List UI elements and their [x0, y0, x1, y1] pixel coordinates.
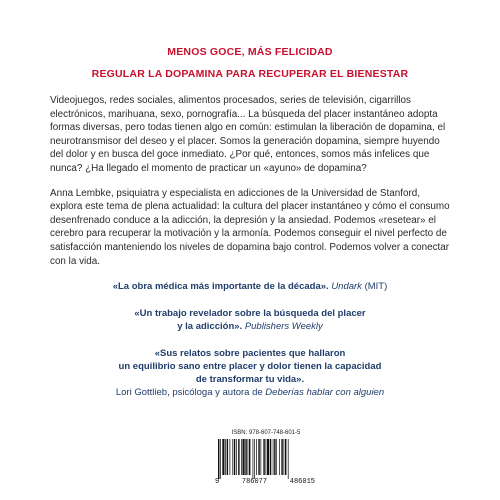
barcode-bar: [220, 439, 221, 479]
barcode-bar: [232, 439, 233, 475]
barcode-bar: [263, 439, 264, 475]
quote-author: Lori Gottlieb, psicóloga y autora de: [115, 387, 263, 399]
barcode-bar: [288, 439, 289, 479]
quote-text-line: «Sus relatos sobre pacientes que hallaron: [154, 348, 346, 360]
headline-primary: MENOS GOCE, MÁS FELICIDAD: [167, 46, 333, 58]
synopsis-paragraph-1: Videojuegos, redes sociales, alimentos procesados, series de televisión, cigarrillos electrónicos, marihuana, sexo, pornografía... La búsqueda del placer instantáneo adopta formas diversas, pero todas tienen algo en común: estimulan la liberación de dopamina, el neurotransmisor del deseo y el placer. Somos la generación dopamina, siempre huyendo del dolor y en busca del goce inmediato. ¿Por qué, entonces, somos más infelices que nunca? ¿Ha llegado el momento de practicar un «ayuno» de dopamina?: [50, 95, 446, 174]
barcode-bar: [248, 439, 249, 475]
review-quote-undark: [50, 280, 450, 293]
barcode-bar: [230, 439, 231, 475]
barcode-bar: [266, 439, 267, 475]
quote-text-line: «Un trabajo revelador sobre la búsqueda del placer: [134, 308, 366, 320]
barcode-bar: [245, 439, 246, 475]
quote-text: «La obra médica más importante de la década».: [112, 281, 329, 293]
barcode-bar: [284, 439, 285, 475]
headline-secondary: REGULAR LA DOPAMINA PARA RECUPERAR EL BIENESTAR: [91, 68, 409, 80]
barcode-bar: [267, 439, 269, 475]
barcode-bar: [234, 439, 235, 475]
barcode-digits: [215, 478, 315, 486]
barcode-digit-group-1: 786077: [241, 478, 268, 486]
barcode-bar: [256, 439, 257, 475]
isbn-barcode: [215, 430, 317, 488]
barcode-bar: [258, 439, 259, 475]
isbn-label: ISBN: 978-607-748-601-5: [231, 430, 301, 436]
review-quote-lori-gottlieb: [50, 347, 450, 399]
barcode-bar: [225, 439, 226, 475]
barcode-bar: [238, 439, 239, 475]
barcode-bar: [254, 439, 255, 479]
quote-book-title: Deberías hablar con alguien: [265, 387, 385, 399]
barcode-bar: [281, 439, 282, 475]
barcode-bar: [227, 439, 228, 475]
quote-source: Publishers Weekly: [244, 321, 323, 333]
barcode-bar: [218, 439, 219, 479]
barcode-digit-first: 9: [215, 478, 220, 486]
barcode-bar: [260, 439, 261, 475]
barcode-bars: [215, 439, 317, 479]
barcode-bar: [249, 439, 250, 475]
quote-source: Undark: [331, 281, 362, 293]
barcode-bar: [253, 439, 254, 479]
barcode-digit-group-2: 486015: [289, 478, 315, 486]
barcode-bar: [274, 439, 275, 475]
quote-text-line: y la adicción».: [177, 321, 243, 333]
barcode-bar: [222, 439, 224, 475]
barcode-bar: [279, 439, 280, 475]
barcode-bar: [285, 439, 286, 475]
barcode-bar: [242, 439, 244, 475]
barcode-bar: [236, 439, 237, 475]
barcode-bar: [241, 439, 242, 475]
barcode-bar: [270, 439, 271, 475]
barcode-bar: [276, 439, 277, 475]
barcode-bar: [273, 439, 274, 475]
quote-source-note: (MIT): [364, 281, 388, 293]
quote-text-line: de transformar tu vida».: [195, 374, 305, 386]
review-quote-publishers-weekly: [50, 307, 450, 333]
synopsis-paragraph-2: Anna Lembke, psiquiatra y especialista en adicciones de la Universidad de Stanford, explora este tema de plena actualidad: la cultura del placer instantáneo y cómo el consumo desenfrenado conduce a la adicción, la depresión y la ansiedad. Podemos «resetear» el cerebro para recuperar la motivación y la armonía. Podemos conseguir el nivel perfecto de satisfacción manteniendo los niveles de dopamina bajo control. Podemos volver a conectar con la vida.: [50, 187, 450, 267]
quote-text-line: un equilibrio sano entre placer y dolor tienen la capacidad: [118, 361, 382, 373]
